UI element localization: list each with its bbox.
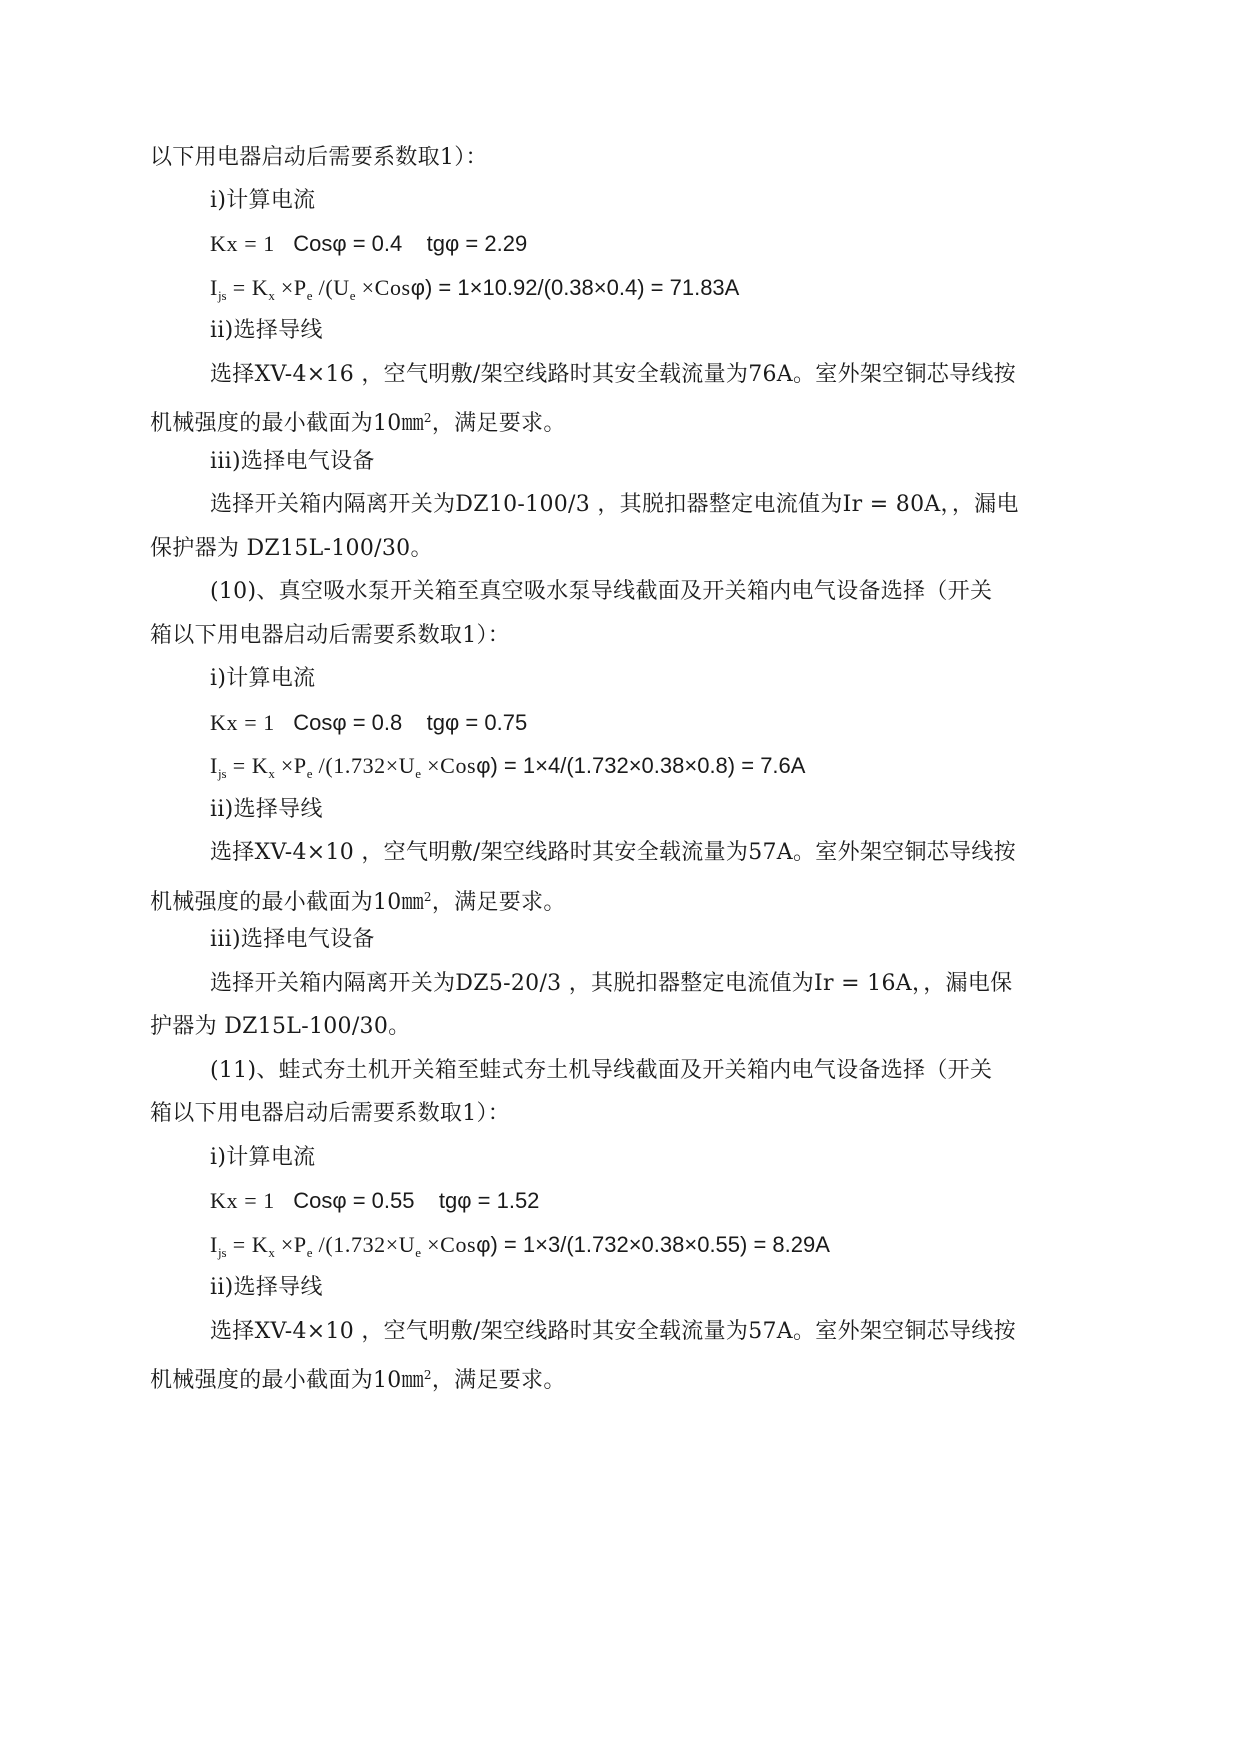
- tg-value: tgφ = 0.75: [426, 710, 528, 735]
- text-line: 选择XV-4×10 ，空气明敷/架空线路时其安全载流量为57A。室外架空铜芯导线按: [210, 840, 1016, 865]
- text-line: 选择XV-4×10 ，空气明敷/架空线路时其安全载流量为57A。室外架空铜芯导线按: [210, 1319, 1016, 1344]
- tg-value: tgφ = 2.29: [426, 231, 528, 256]
- cos-value: Cosφ = 0.8: [293, 710, 403, 735]
- step-heading: i)计算电流: [210, 188, 316, 213]
- step-heading: i)计算电流: [210, 1145, 316, 1170]
- step-heading: ii)选择导线: [210, 1275, 323, 1300]
- cos-value: Cosφ = 0.55: [293, 1188, 415, 1213]
- text-line: 机械强度的最小截面为10㎜$^2$，满足要求。: [150, 1368, 566, 1393]
- cos-value: Cosφ = 0.4: [293, 231, 403, 256]
- coefficient-line: [210, 708, 527, 738]
- tg-value: tgφ = 1.52: [438, 1188, 540, 1213]
- step-heading: iii)选择电气设备: [210, 449, 375, 474]
- text-line: 箱以下用电器启动后需要系数取1）：: [150, 623, 511, 648]
- kx-value: Kx = 1: [210, 1188, 275, 1213]
- step-heading: iii)选择电气设备: [210, 927, 375, 952]
- text-line: 选择XV-4×16 ，空气明敷/架空线路时其安全载流量为76A。室外架空铜芯导线按: [210, 362, 1016, 387]
- coefficient-line: [210, 229, 527, 259]
- text-line: 箱以下用电器启动后需要系数取1）：: [150, 1101, 511, 1126]
- text-line: 护器为 DZ15L-100/30。: [150, 1014, 411, 1039]
- current-formula: $I_{js} = K_x \times P_e$ $/(1.732\times U_e \times Cos\varphi) = 1\times 4/(1.732\times 0.38\times 0.8) = 7.6A$: [210, 753, 806, 781]
- text-line: 保护器为 DZ15L-100/30。: [150, 536, 433, 561]
- kx-value: Kx = 1: [210, 710, 275, 735]
- text-line: 机械强度的最小截面为10㎜$^2$，满足要求。: [150, 890, 566, 915]
- text-line: 选择开关箱内隔离开关为DZ5-20/3 ，其脱扣器整定电流值为Ir = 16A，，漏电保: [210, 971, 1013, 996]
- step-heading: ii)选择导线: [210, 797, 323, 822]
- step-heading: ii)选择导线: [210, 318, 323, 343]
- coefficient-line: [210, 1186, 539, 1216]
- current-formula: $I_{js} = K_x \times P_e$ $/(U_e \times Cos\varphi) = 1\times 10.92/(0.38\times 0.4) = 71.83A$: [210, 275, 740, 303]
- step-heading: i)计算电流: [210, 666, 316, 691]
- text-line: 以下用电器启动后需要系数取1）：: [150, 145, 488, 170]
- text-line: 选择开关箱内隔离开关为DZ10-100/3 ，其脱扣器整定电流值为Ir = 80A，，漏电: [210, 492, 1019, 517]
- section-heading: (11)、蛙式夯土机开关箱至蛙式夯土机导线截面及开关箱内电气设备选择（开关: [210, 1058, 993, 1083]
- text-line: 机械强度的最小截面为10㎜$^2$，满足要求。: [150, 411, 566, 436]
- kx-value: Kx = 1: [210, 231, 275, 256]
- current-formula: $I_{js} = K_x \times P_e$ $/(1.732\times U_e \times Cos\varphi) = 1\times 3/(1.732\times 0.38\times 0.55) = 8.29A$: [210, 1232, 830, 1260]
- section-heading: (10)、真空吸水泵开关箱至真空吸水泵导线截面及开关箱内电气设备选择（开关: [210, 579, 993, 604]
